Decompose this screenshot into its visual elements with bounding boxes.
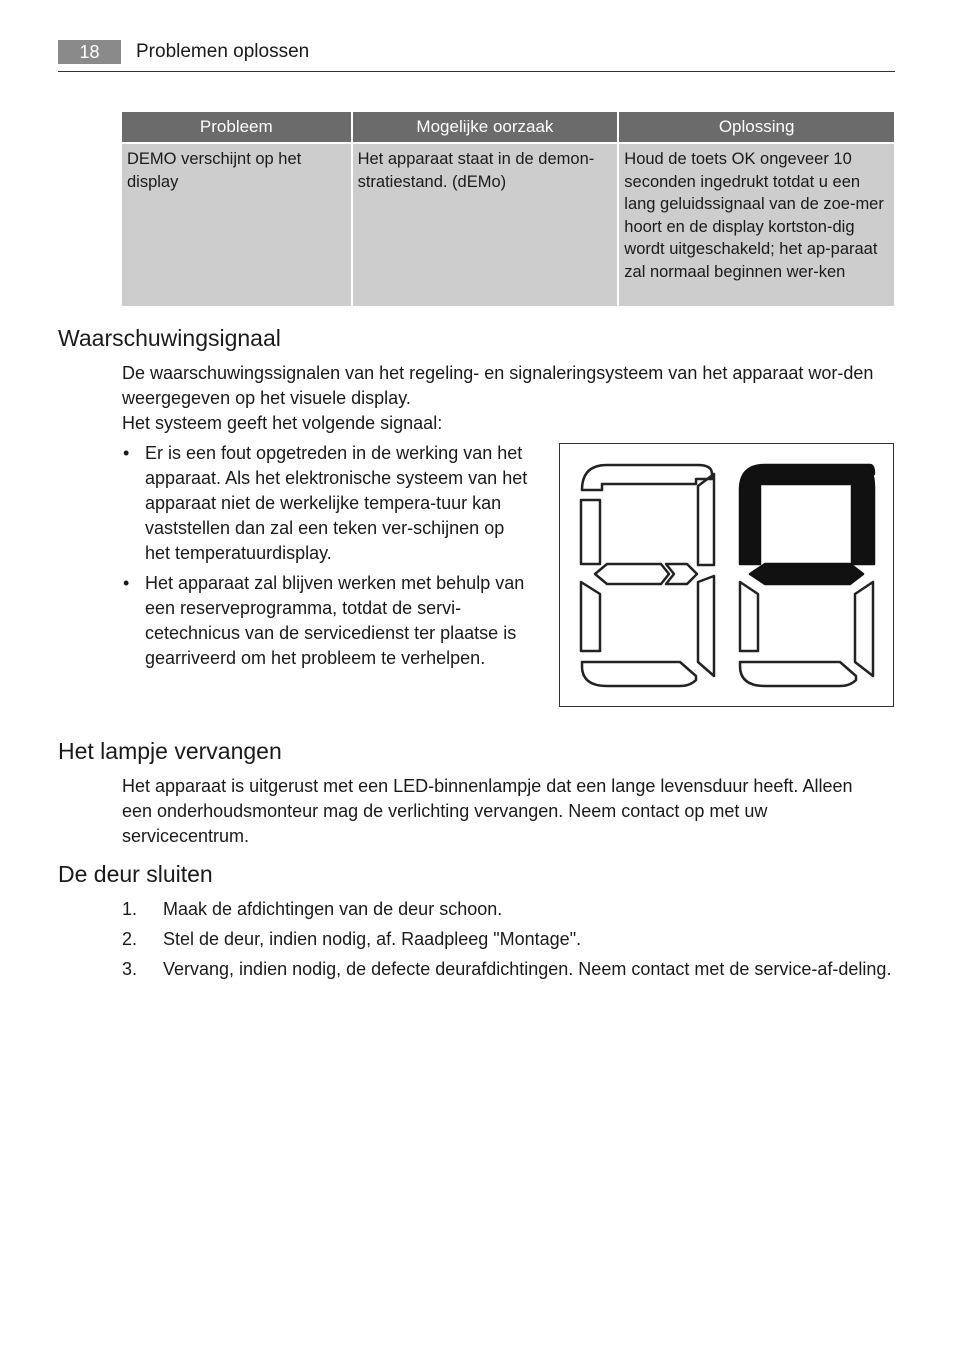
step-number: 2. [122,929,138,949]
step-text: Vervang, indien nodig, de defecte deurafdichtingen. Neem contact met de service-af-deling. [163,959,892,979]
door-heading: De deur sluiten [58,861,213,887]
solution-cell: Houd de toets OK ongeveer 10 seconden ingedrukt totdat u een lang geluidssignaal van de zoe-mer hoort en de display kortston-dig wordt uitgeschakeld; het ap-paraat zal normaal beginnen wer-ken [619,144,894,306]
list-item [122,927,892,952]
list-item [122,441,532,566]
display-figure [559,443,894,707]
column-header: Oplossing [619,112,894,142]
problem-cell: DEMO verschijnt op het display [122,144,351,306]
step-text: Maak de afdichtingen van de deur schoon. [163,899,503,919]
page-number: 18 [58,40,121,64]
warning-bullets [122,441,532,676]
section-title: Problemen oplossen [136,41,310,62]
lamp-text: Het apparaat is uitgerust met een LED-binnenlampje dat een lange levensduur heeft. Alleen een onderhoudsmonteur mag de verlichting vervangen. Neem contact op met uw servicecentrum. [122,776,853,846]
door-steps [122,897,892,987]
table-header-row [122,112,894,142]
step-number: 1. [122,899,138,919]
lamp-heading: Het lampje vervangen [58,738,282,764]
bullet-text: Er is een fout opgetreden in de werking van het apparaat. Als het elektronische systeem van het apparaat niet de werkelijke tempera-tuur kan vaststellen dan zal een teken ver-schijnen op het temperatuurdisplay. [145,443,528,563]
troubleshooting-table [120,110,896,308]
table-row [122,144,894,306]
step-text: Stel de deur, indien nodig, af. Raadpleeg "Montage". [163,929,582,949]
column-header: Probleem [122,112,351,142]
list-item [122,897,892,922]
warning-heading: Waarschuwingsignaal [58,325,281,351]
list-item [122,571,532,671]
bullet-icon: • [123,573,130,593]
bullet-text: Het apparaat zal blijven werken met behulp van een reserveprogramma, totdat de servi-cetechnicus van de servicedienst ter plaatse is gearriveerd om het probleem te verhelpen. [145,573,525,668]
warning-intro-2: Het systeem geeft het volgende signaal: [122,413,443,433]
bullet-icon: • [123,443,130,463]
warning-intro: De waarschuwingssignalen van het regeling- en signaleringsysteem van het apparaat wor-den weergegeven op het visuele display. [122,363,874,408]
seven-segment-display-icon [560,444,893,706]
list-item [122,957,892,982]
page-header [58,40,895,72]
cause-cell: Het apparaat staat in de demon-stratiestand. (dEMo) [353,144,618,306]
step-number: 3. [122,959,138,979]
column-header: Mogelijke oorzaak [353,112,618,142]
